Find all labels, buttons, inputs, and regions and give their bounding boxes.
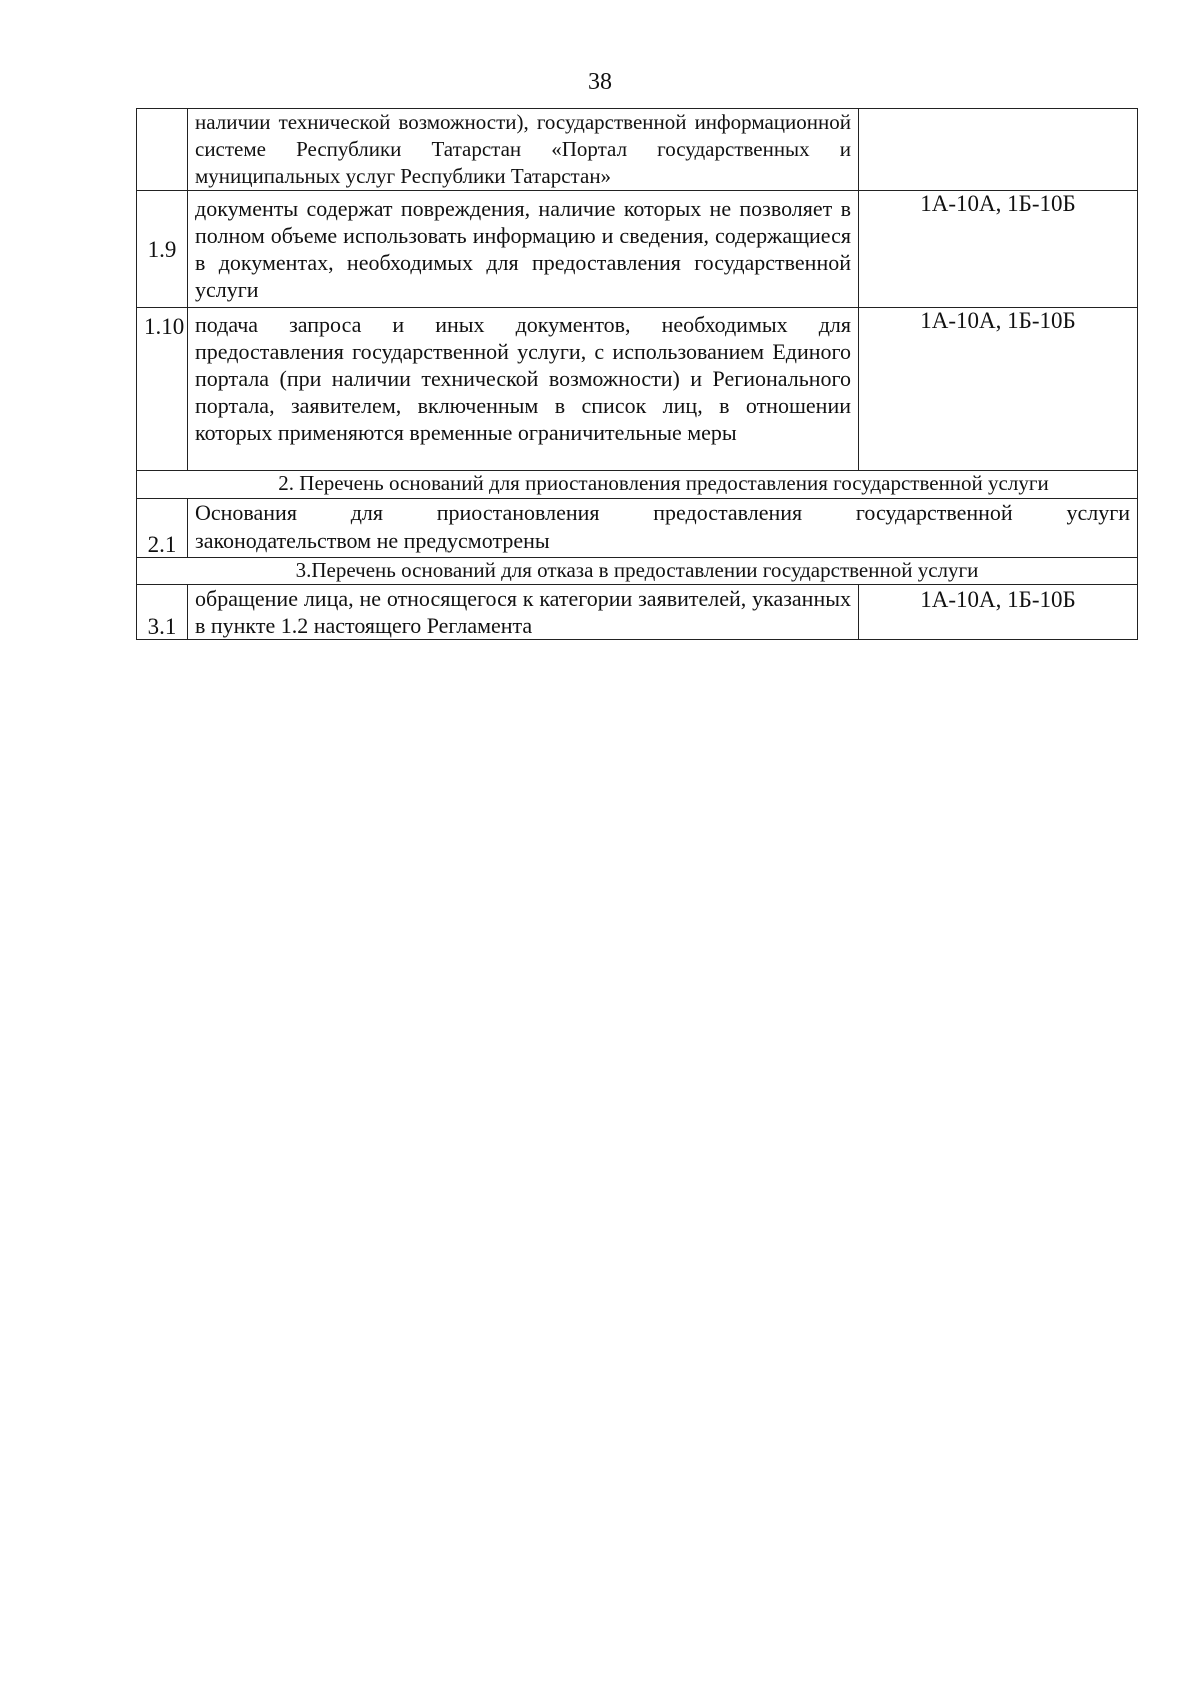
row-codes: 1А-10А, 1Б-10Б [859,308,1138,471]
row-text-line-1: Основания для приостановления предоставления государственной услуги [195,500,1130,525]
table-row-1-10 [137,308,1138,471]
grounds-table [136,108,1138,640]
table-row-3-1 [137,585,1138,640]
row-text: подача запроса и иных документов, необходимых для предоставления государственной услуги, с использованием Единого портала (при наличии технической возможности) и Регионального портала, заявителем, включенным в список лиц, в отношении которых применяются временные ограничительные меры [188,308,859,471]
table-row-continuation [137,109,1138,191]
section-2-header-row [137,471,1138,499]
row-codes: 1А-10А, 1Б-10Б [859,191,1138,308]
row-text-line-2: законодательством не предусмотрены [195,528,550,553]
row-number: 1.10 [137,308,188,471]
row-number: 2.1 [137,499,188,558]
row-text: наличии технической возможности), государственной информационной системе Республики Татарстан «Портал государственных и муниципальных услуг Республики Татарстан» [188,109,859,191]
page-number: 38 [588,69,612,95]
section-3-header-row [137,558,1138,585]
row-text: обращение лица, не относящегося к категории заявителей, указанных в пункте 1.2 настоящего Регламента [188,585,859,640]
row-number: 1.9 [137,191,188,308]
row-codes [859,109,1138,191]
row-codes: 1А-10А, 1Б-10Б [859,585,1138,640]
row-number [137,109,188,191]
row-text [188,499,1138,558]
row-text: документы содержат повреждения, наличие которых не позволяет в полном объеме использовать информацию и сведения, содержащиеся в документах, необходимых для предоставления государственной услуги [188,191,859,308]
row-number: 3.1 [137,585,188,640]
section-3-header: 3.Перечень оснований для отказа в предоставлении государственной услуги [137,558,1138,585]
section-2-header: 2. Перечень оснований для приостановления предоставления государственной услуги [137,471,1138,499]
table-row-1-9 [137,191,1138,308]
table-row-2-1 [137,499,1138,558]
